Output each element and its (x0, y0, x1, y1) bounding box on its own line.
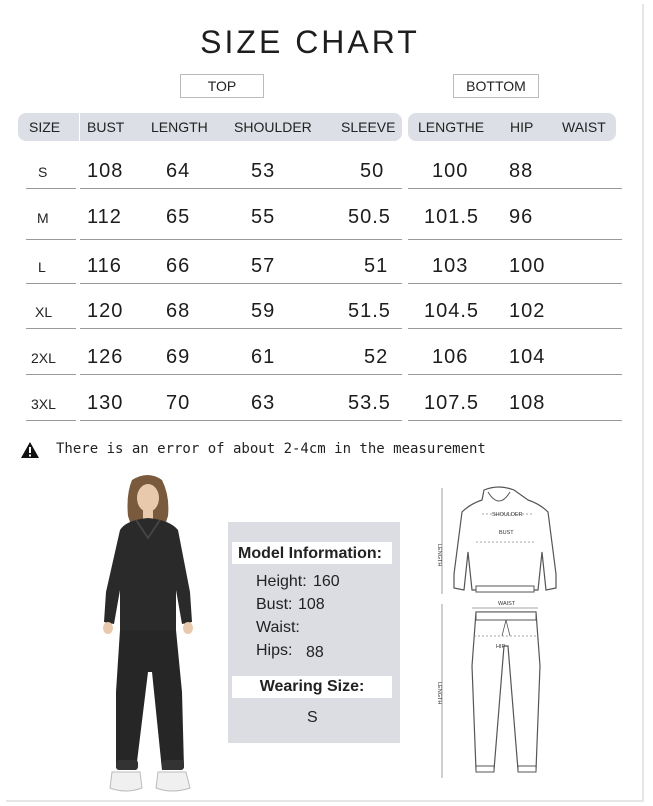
header-divider (79, 113, 80, 141)
sleeve-cell: 50.5 (348, 206, 391, 228)
sleeve-cell: 50 (360, 160, 385, 182)
hip-cell: 88 (509, 160, 534, 182)
length-cell: 68 (166, 300, 191, 322)
row-rule-bottom (408, 239, 622, 240)
lengthe-cell: 103 (432, 255, 469, 277)
bust-cell: 120 (87, 300, 124, 322)
row-rule-size (26, 283, 76, 284)
shoulder-cell: 61 (251, 346, 276, 368)
diagram-label-hip: HIP (496, 644, 506, 650)
model-height-label: Height: (256, 573, 307, 590)
bust-cell: 108 (87, 160, 124, 182)
sleeve-cell: 51.5 (348, 300, 391, 322)
hip-cell: 100 (509, 255, 546, 277)
bust-cell: 126 (87, 346, 124, 368)
top-section-label: TOP (180, 74, 264, 98)
row-rule-bottom (408, 374, 622, 375)
row-rule-top (80, 328, 402, 329)
hip-cell: 96 (509, 206, 534, 228)
model-info-heading: Model Information: (232, 542, 392, 564)
header-lengthe: LENGTHE (418, 119, 485, 135)
shoulder-cell: 63 (251, 392, 276, 414)
row-rule-bottom (408, 188, 622, 189)
diagram-label-waist: WAIST (498, 601, 516, 607)
lengthe-cell: 100 (432, 160, 469, 182)
row-rule-top (80, 420, 402, 421)
page-title: SIZE CHART (200, 24, 420, 60)
length-cell: 66 (166, 255, 191, 277)
row-rule-top (80, 239, 402, 240)
shoulder-cell: 55 (251, 206, 276, 228)
row-rule-size (26, 239, 76, 240)
hip-cell: 104 (509, 346, 546, 368)
model-bust-value: 108 (298, 596, 325, 613)
size-cell: XL (35, 304, 53, 320)
diagram-label-bust: BUST (499, 530, 514, 536)
row-rule-size (26, 328, 76, 329)
diagram-label-length-bottom: LENGTH (436, 682, 442, 705)
lengthe-cell: 106 (432, 346, 469, 368)
header-shoulder: SHOULDER (234, 119, 312, 135)
length-cell: 65 (166, 206, 191, 228)
hip-cell: 102 (509, 300, 546, 322)
shoulder-cell: 57 (251, 255, 276, 277)
warning-icon (20, 441, 40, 459)
model-height-value: 160 (313, 573, 340, 590)
header-sleeve: SLEEVE (341, 119, 396, 135)
header-bust: BUST (87, 119, 125, 135)
model-bust-label: Bust: (256, 596, 293, 613)
sleeve-cell: 53.5 (348, 392, 391, 414)
diagram-label-shoulder: SHOULDER (492, 512, 523, 518)
diagram-label-length-top: LENGTH (436, 544, 442, 567)
sleeve-cell: 52 (364, 346, 389, 368)
size-cell: L (38, 259, 46, 275)
measurement-warning: There is an error of about 2-4cm in the measurement (56, 441, 486, 457)
row-rule-size (26, 374, 76, 375)
garment-diagram (432, 486, 566, 782)
row-rule-bottom (408, 328, 622, 329)
model-waist-label: Waist: (256, 619, 300, 636)
row-rule-top (80, 188, 402, 189)
length-cell: 64 (166, 160, 191, 182)
header-waist: WAIST (562, 119, 606, 135)
bottom-section-label: BOTTOM (453, 74, 539, 98)
lengthe-cell: 101.5 (424, 206, 480, 228)
row-rule-bottom (408, 420, 622, 421)
shoulder-cell: 59 (251, 300, 276, 322)
length-cell: 69 (166, 346, 191, 368)
sleeve-cell: 51 (364, 255, 389, 277)
model-hips-label: Hips: (256, 642, 293, 659)
row-rule-bottom (408, 283, 622, 284)
shoulder-cell: 53 (251, 160, 276, 182)
bust-cell: 130 (87, 392, 124, 414)
bust-cell: 112 (87, 206, 122, 228)
row-rule-size (26, 420, 76, 421)
size-cell: 3XL (31, 396, 56, 412)
size-cell: M (37, 210, 49, 226)
row-rule-top (80, 283, 402, 284)
lengthe-cell: 104.5 (424, 300, 480, 322)
hip-cell: 108 (509, 392, 546, 414)
length-cell: 70 (166, 392, 191, 414)
header-hip: HIP (510, 119, 534, 135)
size-cell: 2XL (31, 350, 56, 366)
wearing-size-value: S (307, 709, 318, 726)
model-hips-value: 88 (306, 644, 324, 661)
wearing-size-heading: Wearing Size: (232, 676, 392, 698)
header-size: SIZE (29, 119, 61, 135)
model-photo (96, 472, 200, 798)
lengthe-cell: 107.5 (424, 392, 480, 414)
header-length: LENGTH (151, 119, 208, 135)
row-rule-top (80, 374, 402, 375)
row-rule-size (26, 188, 76, 189)
size-cell: S (38, 164, 48, 180)
bust-cell: 116 (87, 255, 122, 277)
